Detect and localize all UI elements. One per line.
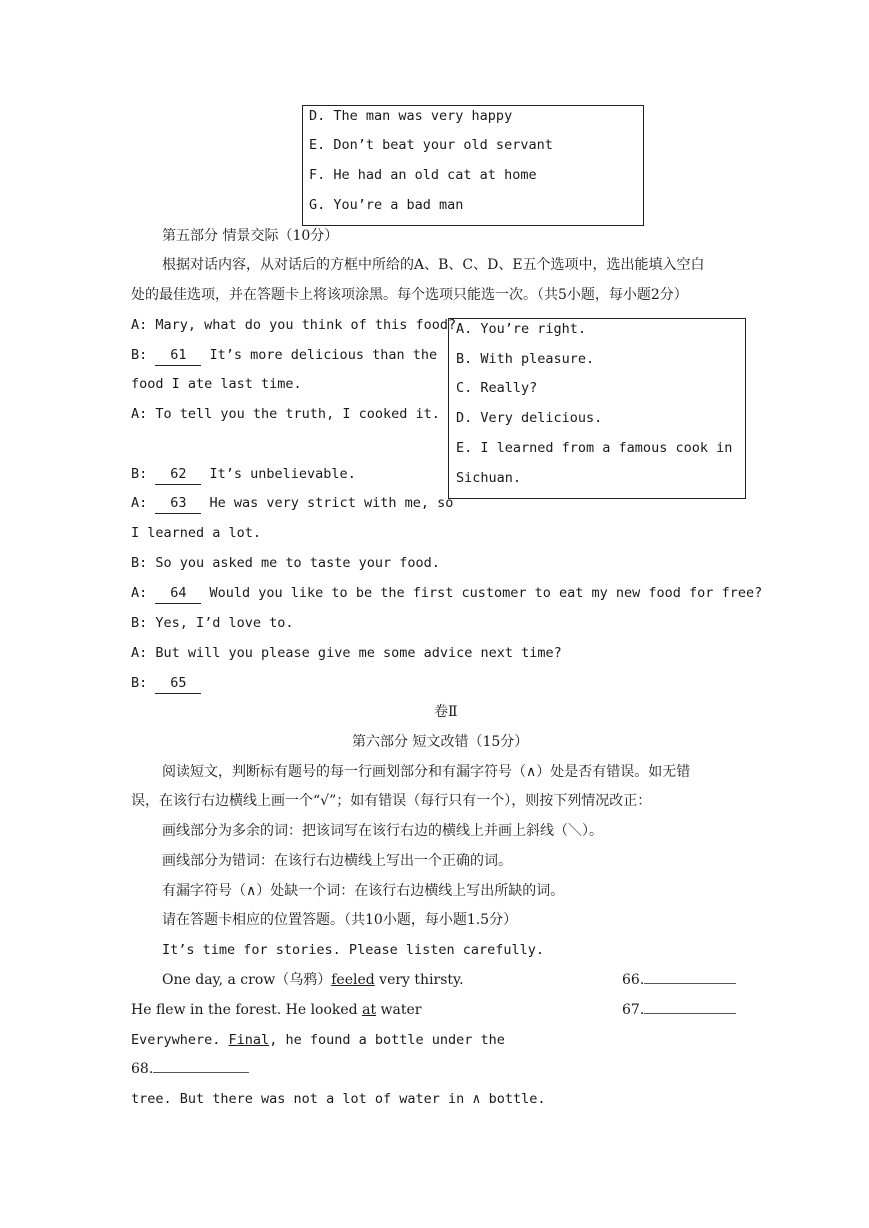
dialogue-line-5: B: 62 It’s unbelievable. bbox=[131, 464, 356, 485]
dialogue-line-8: B: So you asked me to taste your food. bbox=[131, 555, 440, 571]
answer-68[interactable]: 68. bbox=[131, 1059, 249, 1079]
dialogue-line-2: B: 61 It’s more delicious than the bbox=[131, 345, 437, 366]
dialogue-option-b: B. With pleasure. bbox=[456, 351, 595, 367]
passage-intro: It’s time for stories. Please listen carefully. bbox=[162, 942, 545, 958]
dialogue-line-1: A: Mary, what do you think of this food? bbox=[131, 317, 457, 333]
blank-62[interactable]: 62 bbox=[155, 464, 201, 485]
dialogue-line-9: A: 64 Would you like to be the first customer to eat my new food for free? bbox=[131, 583, 762, 604]
dialogue-line-3: food I ate last time. bbox=[131, 376, 302, 392]
top-option-g: G. You’re a bad man bbox=[309, 197, 464, 213]
dialogue-option-e: E. I learned from a famous cook in bbox=[456, 440, 733, 456]
answer-66[interactable]: 66. bbox=[622, 970, 736, 990]
part5-instruction-1: 根据对话内容，从对话后的方框中所给的A、B、C、D、E五个选项中，选出能填入空白 bbox=[162, 257, 705, 273]
dialogue-line-11: A: But will you please give me some advice next time? bbox=[131, 645, 562, 661]
dialogue-line-7: I learned a lot. bbox=[131, 525, 262, 541]
dialogue-option-a: A. You’re right. bbox=[456, 321, 587, 337]
part6-instruction-6: 请在答题卡相应的位置答题。（共10小题，每小题1.5分） bbox=[162, 912, 518, 928]
dialogue-option-c: C. Really? bbox=[456, 380, 538, 396]
error-feeled: feeled bbox=[331, 972, 375, 988]
passage-line-2: He flew in the forest. He looked at water bbox=[131, 1002, 422, 1018]
passage-line-3: Everywhere. Final, he found a bottle under the bbox=[131, 1032, 505, 1048]
dialogue-line-4: A: To tell you the truth, I cooked it. bbox=[131, 406, 440, 422]
dialogue-option-d: D. Very delicious. bbox=[456, 410, 603, 426]
blank-63[interactable]: 63 bbox=[155, 493, 201, 514]
error-final: Final bbox=[228, 1032, 270, 1048]
part6-instruction-2: 误，在该行右边横线上画一个“√”；如有错误（每行只有一个），则按下列情况改正： bbox=[131, 793, 652, 809]
answer-67[interactable]: 67. bbox=[622, 1000, 736, 1020]
error-at: at bbox=[362, 1002, 377, 1018]
part6-title: 第六部分 短文改错（15分） bbox=[352, 734, 529, 750]
dialogue-line-10: B: Yes, I’d love to. bbox=[131, 615, 294, 631]
dialogue-option-e-cont: Sichuan. bbox=[456, 470, 522, 486]
dialogue-line-6: A: 63 He was very strict with me, so bbox=[131, 493, 453, 514]
top-option-d: D. The man was very happy bbox=[309, 108, 513, 124]
part6-instruction-1: 阅读短文，判断标有题号的每一行画划部分和有漏字符号（∧）处是否有错误。如无错 bbox=[162, 764, 691, 780]
dialogue-line-12: B: 65 bbox=[131, 673, 201, 694]
passage-line-4: tree. But there was not a lot of water in ∧ bottle. bbox=[131, 1091, 546, 1107]
top-option-e: E. Don’t beat your old servant bbox=[309, 137, 553, 153]
blank-64[interactable]: 64 bbox=[155, 583, 201, 604]
passage-line-1: One day, a crow（乌鸦）feeled very thirsty. bbox=[162, 972, 464, 988]
part6-instruction-3: 画线部分为多余的词：把该词写在该行右边的横线上并画上斜线（＼）。 bbox=[162, 823, 603, 839]
part5-title: 第五部分 情景交际（10分） bbox=[162, 228, 339, 244]
volume2-title: 卷Ⅱ bbox=[434, 704, 458, 720]
part6-instruction-5: 有漏字符号（∧）处缺一个词：在该行右边横线上写出所缺的词。 bbox=[162, 883, 565, 899]
part6-instruction-4: 画线部分为错词：在该行右边横线上写出一个正确的词。 bbox=[162, 853, 512, 869]
part5-instruction-2: 处的最佳选项，并在答题卡上将该项涂黑。每个选项只能选一次。（共5小题，每小题2分） bbox=[131, 287, 688, 303]
blank-65[interactable]: 65 bbox=[155, 673, 201, 694]
blank-61[interactable]: 61 bbox=[155, 345, 201, 366]
top-option-f: F. He had an old cat at home bbox=[309, 167, 537, 183]
